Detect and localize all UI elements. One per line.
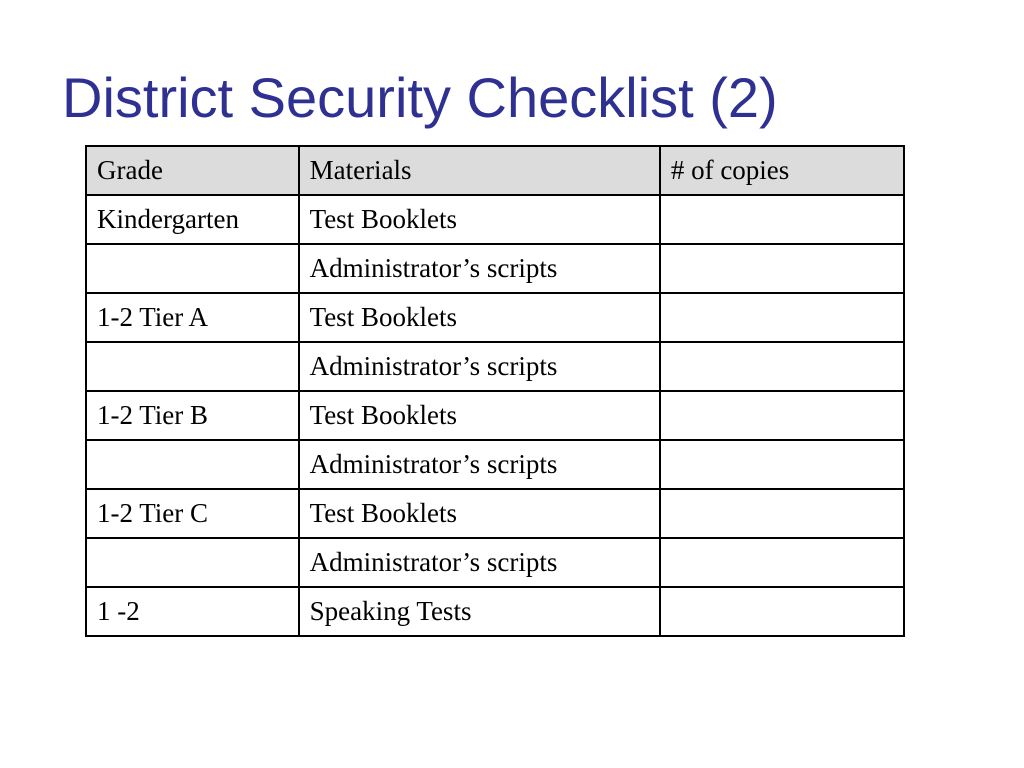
copies-cell bbox=[660, 293, 904, 342]
table-row bbox=[86, 244, 904, 293]
grade-cell: 1-2 Tier A bbox=[86, 293, 299, 342]
copies-cell bbox=[660, 195, 904, 244]
materials-cell: Administrator’s scripts bbox=[299, 342, 660, 391]
grade-cell: 1-2 Tier C bbox=[86, 489, 299, 538]
grade-cell: 1 -2 bbox=[86, 587, 299, 636]
table-row bbox=[86, 587, 904, 636]
table-row bbox=[86, 440, 904, 489]
materials-cell: Test Booklets bbox=[299, 195, 660, 244]
materials-cell: Speaking Tests bbox=[299, 587, 660, 636]
copies-cell bbox=[660, 440, 904, 489]
copies-cell bbox=[660, 342, 904, 391]
materials-cell: Administrator’s scripts bbox=[299, 538, 660, 587]
grade-cell bbox=[86, 440, 299, 489]
copies-cell bbox=[660, 489, 904, 538]
table-header-row bbox=[86, 146, 904, 195]
table-row bbox=[86, 538, 904, 587]
table-row bbox=[86, 293, 904, 342]
table-row bbox=[86, 489, 904, 538]
column-header-grade: Grade bbox=[86, 146, 299, 195]
grade-cell: Kindergarten bbox=[86, 195, 299, 244]
column-header-materials: Materials bbox=[299, 146, 660, 195]
table-row bbox=[86, 391, 904, 440]
copies-cell bbox=[660, 244, 904, 293]
grade-cell: 1-2 Tier B bbox=[86, 391, 299, 440]
materials-cell: Test Booklets bbox=[299, 293, 660, 342]
table-row bbox=[86, 342, 904, 391]
page-title: District Security Checklist (2) bbox=[62, 66, 778, 129]
copies-cell bbox=[660, 587, 904, 636]
materials-cell: Administrator’s scripts bbox=[299, 440, 660, 489]
column-header-copies: # of copies bbox=[660, 146, 904, 195]
materials-cell: Test Booklets bbox=[299, 391, 660, 440]
table-row bbox=[86, 195, 904, 244]
grade-cell bbox=[86, 244, 299, 293]
copies-cell bbox=[660, 538, 904, 587]
security-checklist-table bbox=[85, 145, 905, 637]
grade-cell bbox=[86, 538, 299, 587]
materials-cell: Test Booklets bbox=[299, 489, 660, 538]
materials-cell: Administrator’s scripts bbox=[299, 244, 660, 293]
copies-cell bbox=[660, 391, 904, 440]
grade-cell bbox=[86, 342, 299, 391]
